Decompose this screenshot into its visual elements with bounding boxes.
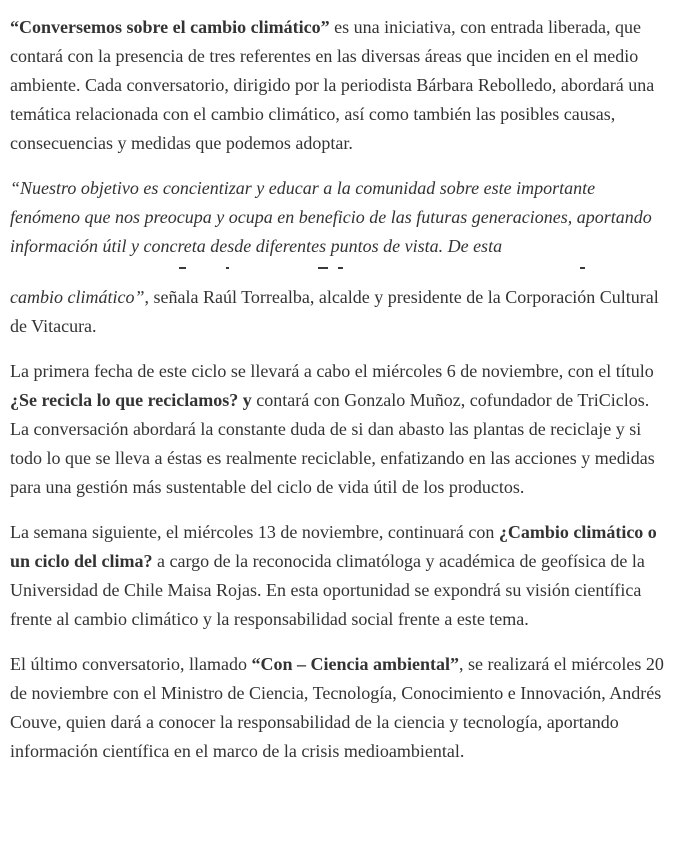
- text-run-bold: “Con – Ciencia ambiental”: [251, 654, 459, 674]
- text-run-normal: contará con Gonzalo Muñoz, cofundador de TriCiclos. La conversación abordará la constante duda de si dan abasto las plantas de reciclaje y si todo lo que se lleva a éstas es realmente reciclable, enfatizando en las acciones y medidas para una gestión más sustentable del ciclo de vida útil de los productos.: [10, 390, 655, 497]
- text-run-normal: a cargo de la reconocida climatóloga y académica de geofísica de la Universidad de Chile Maisa Rojas. En esta oportunidad se expondrá su visión científica frente al cambio climático y la responsabilidad social frente a este tema.: [10, 551, 645, 629]
- text-run-italic: cambio climático”: [10, 287, 145, 307]
- paragraph-event-november-20: [10, 650, 665, 766]
- text-fragment: [226, 267, 229, 269]
- text-fragment: [338, 267, 343, 269]
- text-fragment: [318, 267, 328, 269]
- text-run-normal: La primera fecha de este ciclo se llevará a cabo el miércoles 6 de noviembre, con el título: [10, 361, 654, 381]
- paragraph-event-november-6: [10, 357, 665, 502]
- text-fragment: [580, 267, 585, 269]
- text-run-bold: ¿Cambio climático o un ciclo del clima?: [10, 522, 657, 571]
- text-run-normal: es una iniciativa, con entrada liberada, que contará con la presencia de tres referentes en las diversas áreas que inciden en el medio ambiente. Cada conversatorio, dirigido por la periodista Bárbara Rebolledo, abordará una temática relacionada con el cambio climático, así como también las posibles causas, consecuencias y medidas que podemos adoptar.: [10, 17, 655, 153]
- text-run-normal: El último conversatorio, llamado: [10, 654, 252, 674]
- text-run-normal: , señala Raúl Torrealba, alcalde y presidente de la Corporación Cultural de Vitacura.: [10, 287, 659, 336]
- obscured-text-line: [10, 261, 665, 283]
- paragraph-quote-first-part: [10, 174, 665, 261]
- text-run-normal: La semana siguiente, el miércoles 13 de noviembre, continuará con: [10, 522, 499, 542]
- paragraph-intro: [10, 13, 665, 158]
- text-run-bold: “Conversemos sobre el cambio climático”: [10, 17, 330, 37]
- paragraph-quote-continuation: [10, 283, 665, 341]
- text-run-normal: , se realizará el miércoles 20 de noviembre con el Ministro de Ciencia, Tecnología, Conocimiento e Innovación, Andrés Couve, quien dará a conocer la responsabilidad de la ciencia y tecnología, aportando información científica en el marco de la crisis medioambiental.: [10, 654, 664, 761]
- text-run-bold: ¿Se recicla lo que reciclamos? y: [10, 390, 257, 410]
- text-run-italic: “Nuestro objetivo es concientizar y educar a la comunidad sobre este importante fenómeno que nos preocupa y ocupa en beneficio de las futuras generaciones, aportando información útil y concreta desde diferentes puntos de vista. De esta: [10, 178, 652, 256]
- text-fragment: [179, 267, 186, 269]
- paragraph-event-november-13: [10, 518, 665, 634]
